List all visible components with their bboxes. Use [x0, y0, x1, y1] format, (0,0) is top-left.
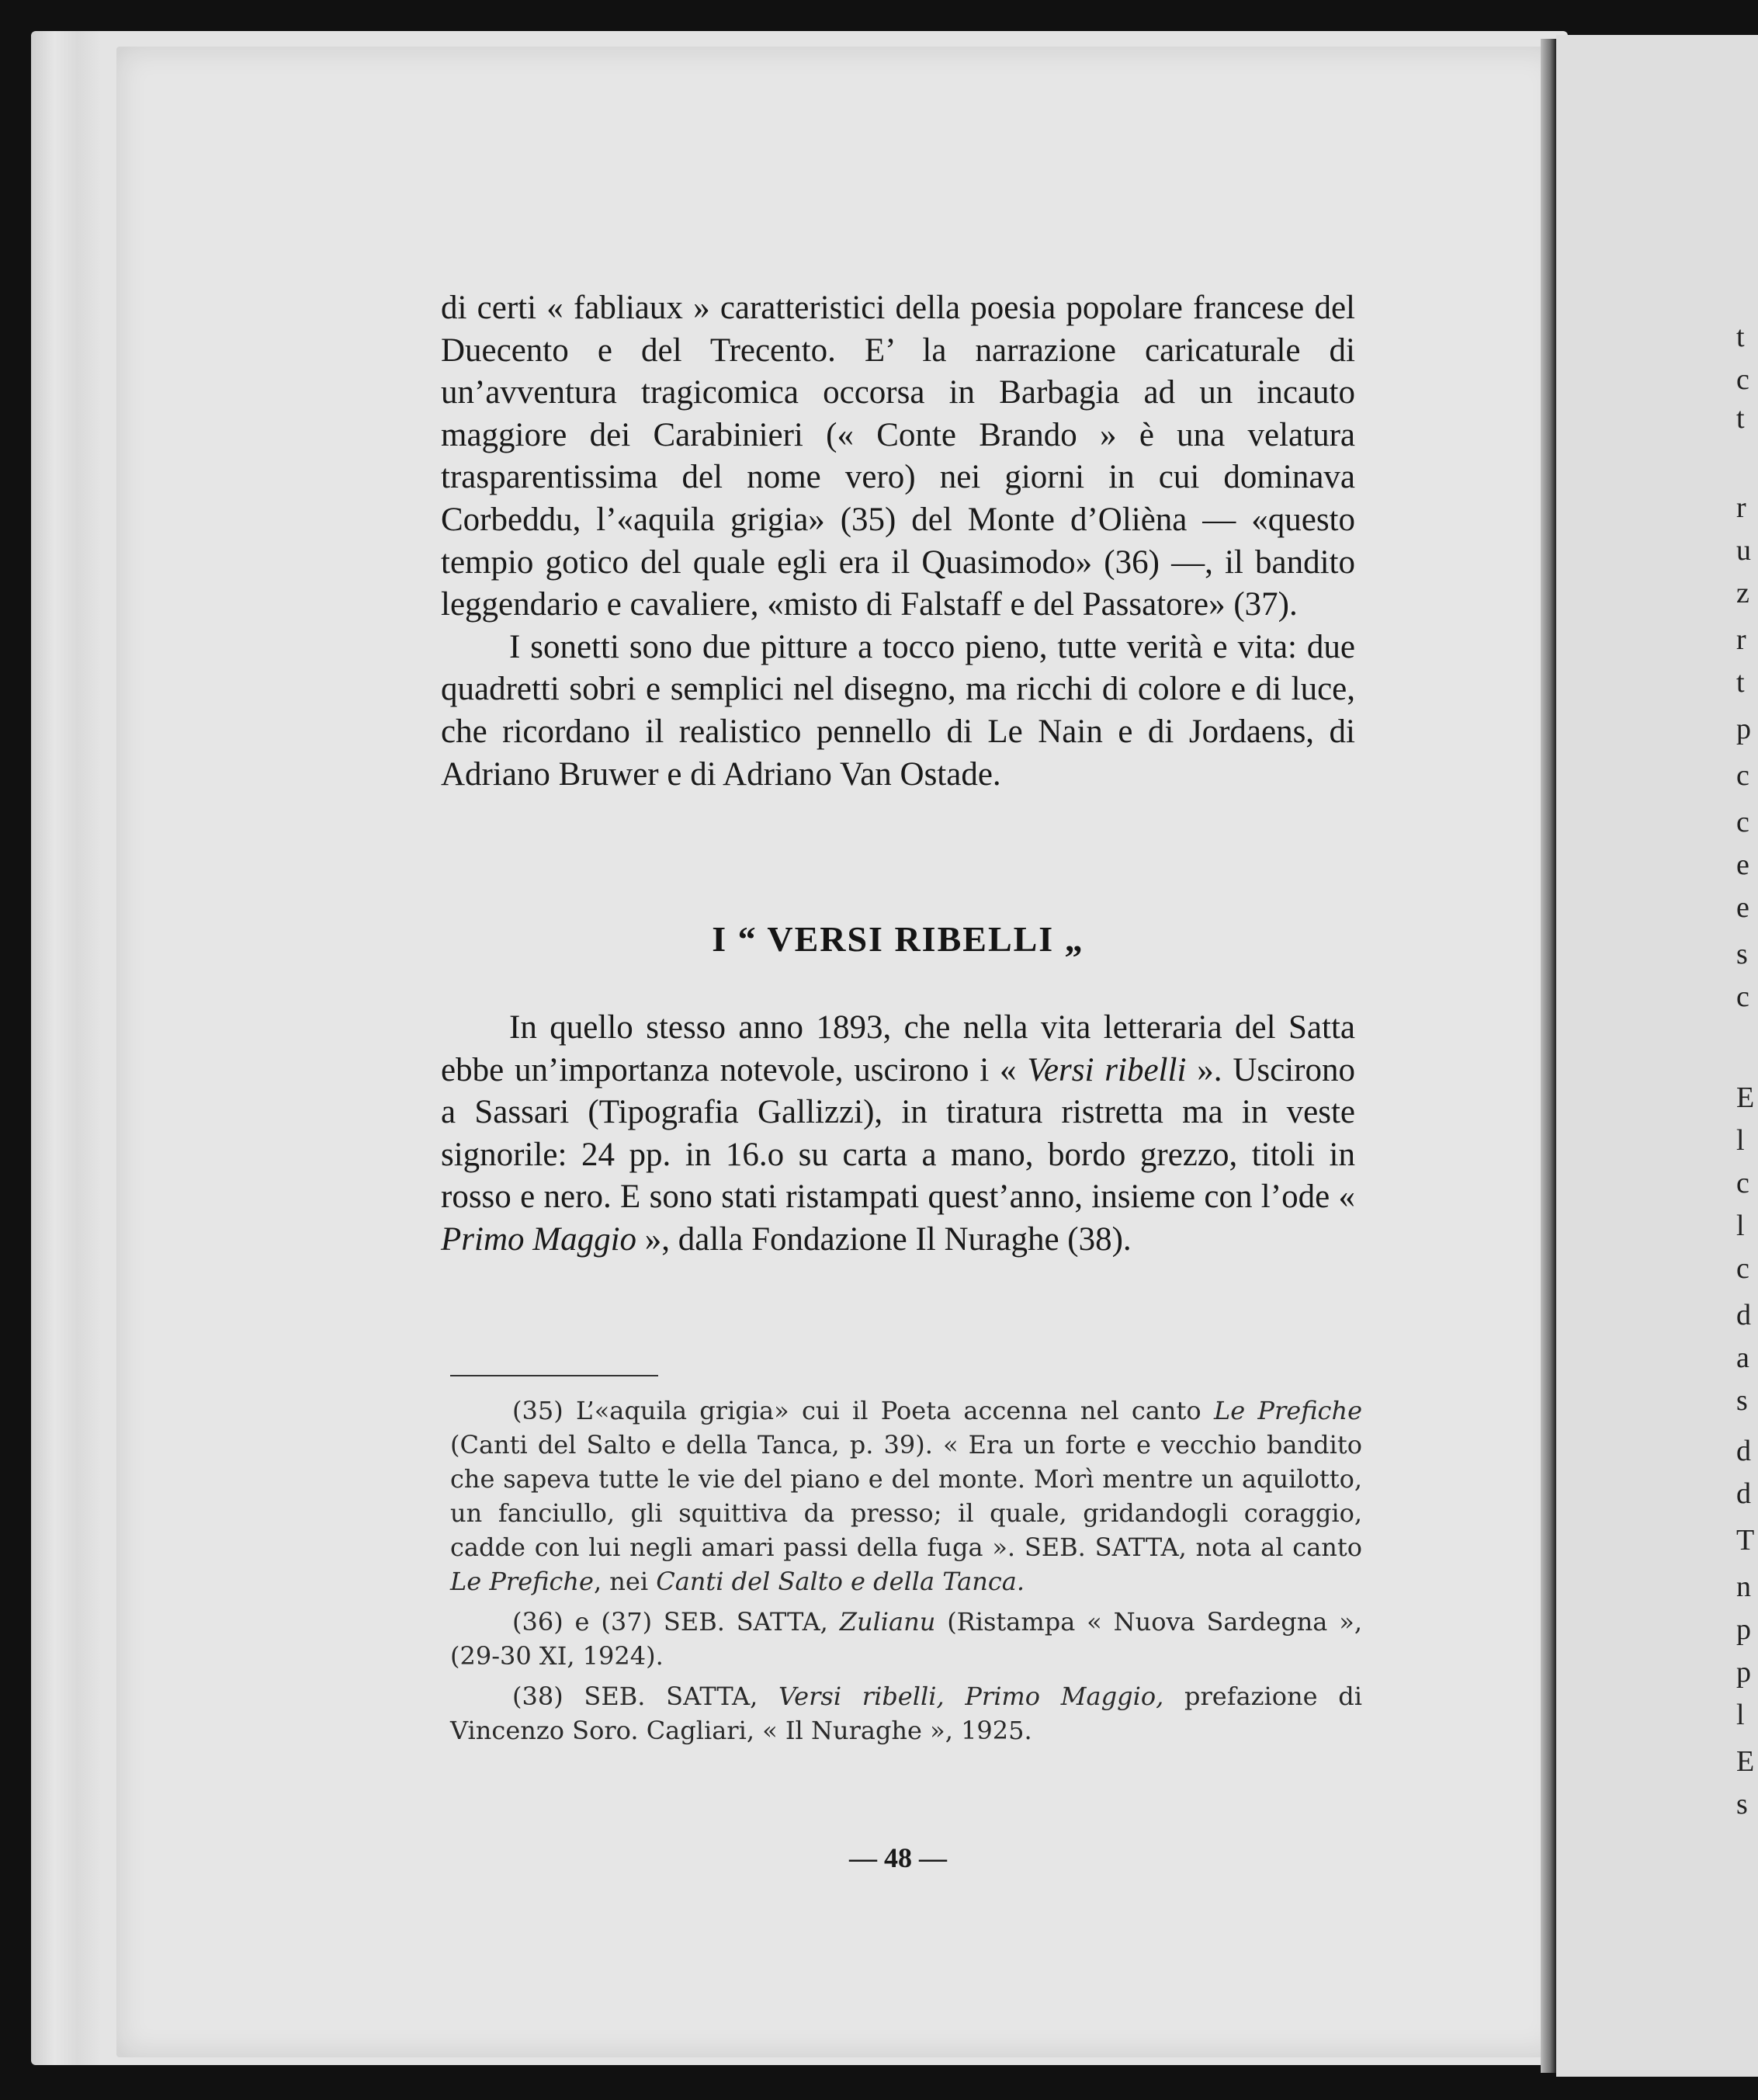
facing-page-fragment: p [1736, 713, 1751, 745]
text-run: (36) e (37) SEB. SATTA, [512, 1607, 840, 1637]
facing-page-edge [1556, 35, 1758, 2077]
title-run: Canti del Salto e della Tanca. [656, 1567, 1025, 1596]
facing-page-fragment: E [1736, 1081, 1755, 1114]
facing-page-fragment: u [1736, 534, 1751, 567]
section-versi-ribelli [441, 1007, 1355, 1262]
footnote-separator [450, 1375, 658, 1376]
facing-page-fragment: a [1736, 1342, 1749, 1374]
facing-page-fragment: n [1736, 1571, 1751, 1603]
facing-page-fragment: c [1736, 759, 1749, 792]
facing-page-fragment: s [1736, 1788, 1748, 1821]
facing-page-fragment: E [1736, 1745, 1755, 1778]
facing-page-fragment: c [1736, 1252, 1749, 1285]
facing-page-fragment: c [1736, 363, 1749, 396]
facing-page-fragment: p [1736, 1613, 1751, 1646]
page-number: — 48 — [849, 1842, 947, 1873]
title-run: Versi ribelli, Primo Maggio, [778, 1682, 1164, 1711]
facing-page-fragment: z [1736, 577, 1749, 609]
facing-page-fragment: e [1736, 849, 1749, 881]
section-heading: I “ VERSI RIBELLI „ [712, 919, 1084, 959]
footnote-35 [450, 1394, 1362, 1598]
facing-page-fragment: c [1736, 1167, 1749, 1199]
facing-page-fragment: T [1736, 1524, 1755, 1557]
facing-page-fragment: d [1736, 1477, 1751, 1510]
facing-page-fragment: c [1736, 806, 1749, 838]
facing-page-fragment: s [1736, 1384, 1748, 1417]
text-run: , nei [593, 1567, 657, 1596]
facing-page-fragment: l [1736, 1210, 1745, 1242]
paragraph-versi-ribelli [441, 1007, 1355, 1262]
text-run: », dalla Fondazione Il Nuraghe (38). [636, 1220, 1132, 1258]
title-primo-maggio: Primo Maggio [441, 1220, 637, 1258]
text-run: (38) SEB. SATTA, [512, 1682, 778, 1711]
title-run: Le Prefiche [1213, 1396, 1363, 1425]
text-run: (Ristampa « Nuova Sardegna », (29-30 XI, 1924). [450, 1607, 1362, 1671]
facing-page-fragment: t [1736, 402, 1745, 435]
facing-page-fragment: l [1736, 1124, 1745, 1157]
text-run: In quello stesso anno 1893, che nella vita letteraria del Satta ebbe un’importanza notevole, uscirono i « [441, 1009, 1355, 1088]
facing-page-fragment: d [1736, 1435, 1751, 1467]
title-run: Le Prefiche [450, 1567, 594, 1596]
facing-page-fragment: e [1736, 891, 1749, 924]
facing-page-fragment: d [1736, 1299, 1751, 1331]
footnote-36-37 [450, 1605, 1362, 1673]
footnotes [450, 1394, 1362, 1754]
facing-page-fragment: t [1736, 666, 1745, 699]
facing-page-fragment: r [1736, 623, 1746, 656]
book-gutter [1541, 39, 1556, 2073]
text-run: prefazione di Vincenzo Soro. Cagliari, « Il Nuraghe », 1925. [450, 1682, 1363, 1745]
title-versi-ribelli: Versi ribelli [1016, 1051, 1187, 1088]
facing-page-fragment: l [1736, 1699, 1745, 1731]
text-run: ». Uscirono a Sassari (Tipografia Gallizzi), in tiratura ristretta ma in veste signorile: 24 pp. in 16.o su carta a mano, bordo grezzo, titoli in rosso e nero. E sono stati ristampati quest’anno, insieme con l’ode « [441, 1051, 1355, 1216]
facing-page-fragment: t [1736, 321, 1745, 353]
text-run: (Canti del Salto e della Tanca, p. 39). « Era un forte e vecchio bandito che sapeva tutte le vie del piano e del monte. Morì mentre un aquilotto, un fanciullo, gli squittiva da presso; il quale, gridandogli coraggio, cadde con lui negli amari passi della fuga ». SEB. SATTA, nota al canto [450, 1430, 1362, 1562]
footnote-38 [450, 1679, 1362, 1748]
facing-page-fragment: r [1736, 491, 1746, 524]
body-text [441, 287, 1355, 796]
facing-page-fragment: p [1736, 1656, 1751, 1689]
title-run: Zulianu [839, 1607, 936, 1637]
facing-page-fragment: c [1736, 981, 1749, 1013]
paragraph-sonetti: I sonetti sono due pitture a tocco pieno, tutte verità e vita: due quadretti sobri e semplici nel disegno, ma ricchi di colore e di luce, che ricordano il realistico pennello di Le Nain e di Jordaens, di Adriano Bruwer e di Adriano Van Ostade. [441, 628, 1355, 793]
facing-page-fragment: s [1736, 938, 1748, 970]
text-run: (35) L’«aquila grigia» cui il Poeta accenna nel canto [512, 1396, 1214, 1425]
paragraph-fabliaux: di certi « fabliaux » caratteristici della poesia popolare francese del Duecento e del Trecento. E’ la narrazione caricaturale di un’avventura tragicomica occorsa in Barbagia ad un incauto maggiore dei Carabinieri (« Conte Brando » è una velatura trasparentissima del nome vero) nei giorni in cui dominava Corbeddu, l’«aquila grigia» (35) del Monte d’Olièna — «questo tempio gotico del quale egli era il Quasimodo» (36) —, il bandito leggendario e cavaliere, «misto di Falstaff e del Passatore» (37). [441, 290, 1355, 623]
